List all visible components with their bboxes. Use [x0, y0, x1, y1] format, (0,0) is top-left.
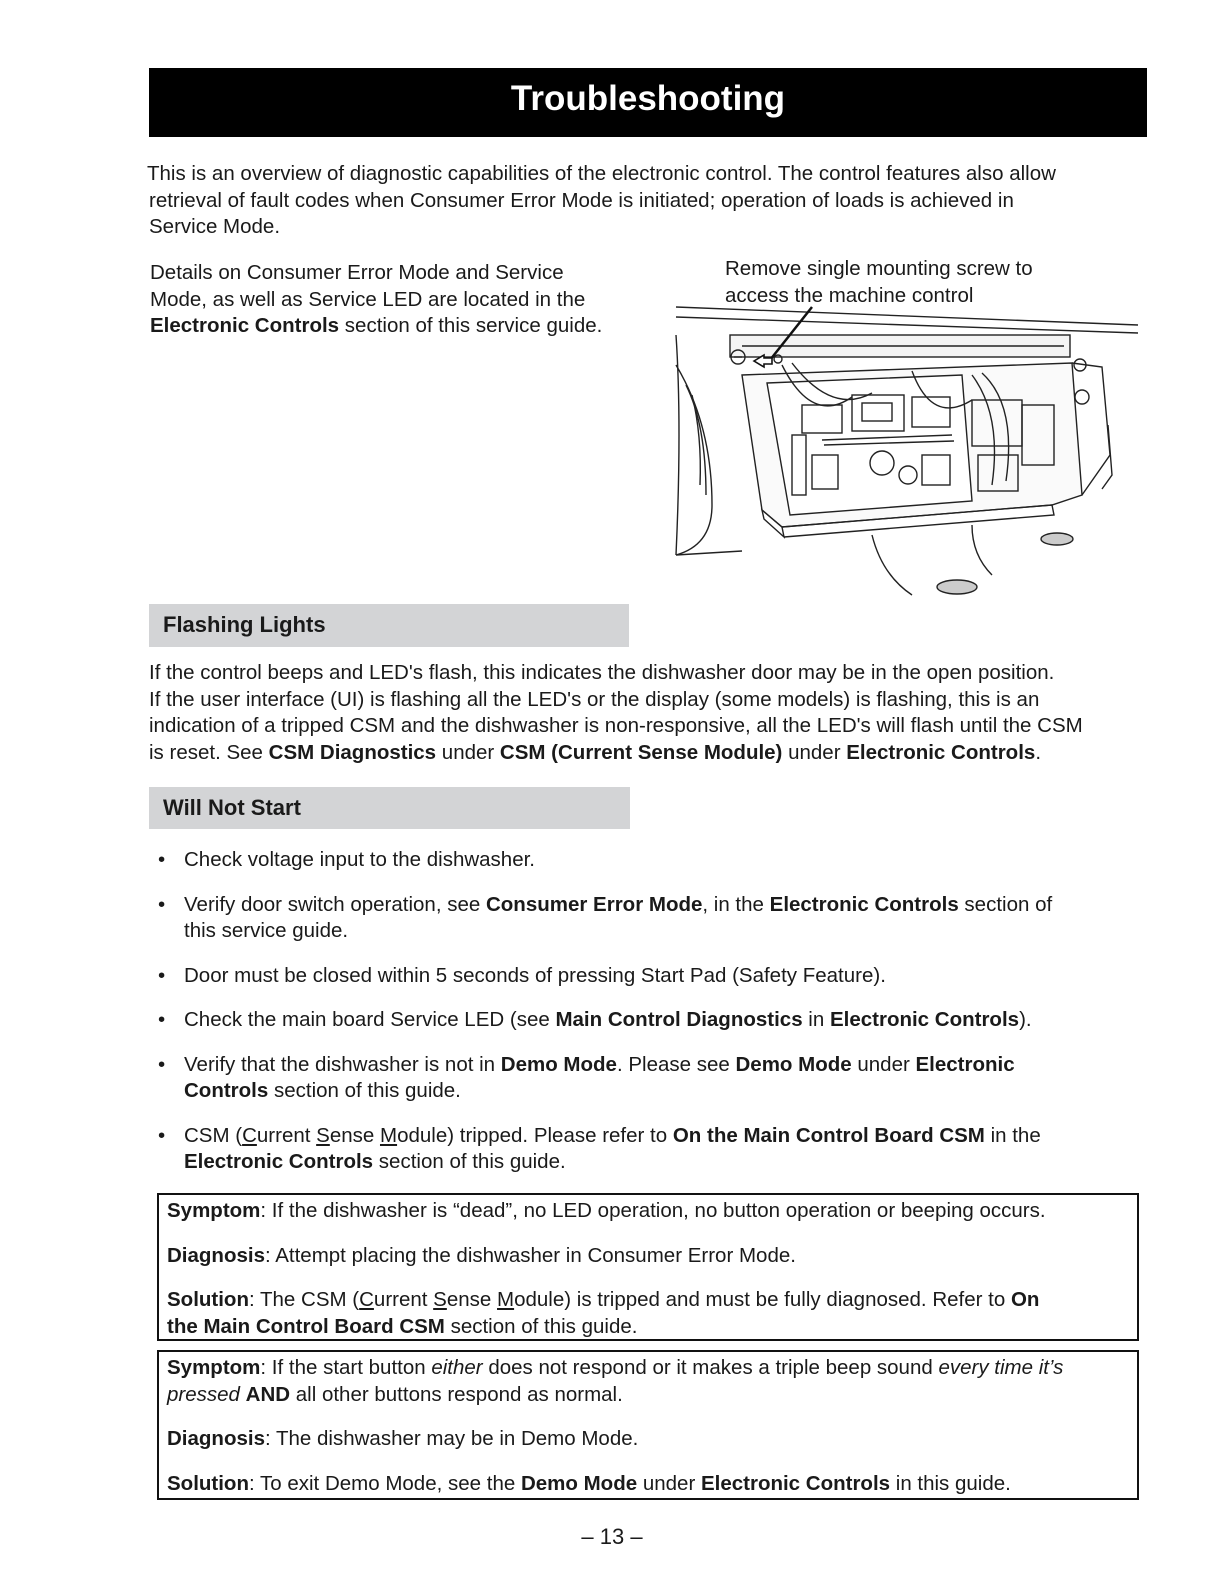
- details-rest: section of this service guide.: [339, 314, 603, 337]
- text: does not respond or it makes a triple beep sound: [482, 1356, 939, 1379]
- list-item: [149, 892, 1149, 945]
- solution-row: [167, 1471, 1129, 1498]
- text: On the Main Control Board CSM: [672, 1123, 985, 1147]
- text: under: [851, 1052, 916, 1076]
- machine-control-illustration: [672, 305, 1140, 599]
- text: under: [436, 740, 500, 764]
- page-title: Troubleshooting: [149, 68, 1147, 137]
- list-item: [149, 1052, 1149, 1105]
- details-bold: Electronic Controls: [150, 314, 340, 337]
- figure-callout: [725, 256, 1125, 309]
- details-line: Mode, as well as Service LED are located in the: [150, 287, 586, 311]
- text: Electronic: [915, 1052, 1015, 1076]
- text: either: [431, 1356, 483, 1379]
- text: in the: [984, 1123, 1041, 1147]
- text: Check voltage input to the dishwasher.: [184, 848, 535, 871]
- solution-row: [167, 1287, 1129, 1340]
- text: AND: [245, 1382, 291, 1406]
- symptom-box-demo: [157, 1350, 1139, 1500]
- text: Electronic Controls: [184, 1150, 374, 1173]
- text: section of this guide.: [268, 1079, 461, 1102]
- flashing-lights-heading: Flashing Lights: [149, 604, 629, 647]
- text: under: [637, 1471, 701, 1495]
- text: the Main Control Board CSM: [167, 1314, 445, 1338]
- list-item: [149, 1123, 1149, 1176]
- flashing-line: If the user interface (UI) is flashing all the LED's or the display (some models) is flashing, this is an: [149, 687, 1040, 711]
- link-csm-diagnostics: CSM Diagnostics: [268, 740, 437, 764]
- text: section of this guide.: [444, 1314, 638, 1338]
- text: Electronic Controls: [700, 1471, 891, 1495]
- flashing-line: If the control beeps and LED's flash, this indicates the dishwasher door may be in the open position.: [149, 661, 1055, 684]
- text: Check the main board Service LED (see: [184, 1008, 556, 1031]
- intro-line: Service Mode.: [149, 215, 281, 238]
- details-line: Details on Consumer Error Mode and Service: [150, 261, 564, 284]
- text: S: [433, 1288, 447, 1311]
- will-not-start-heading: Will Not Start: [149, 787, 630, 829]
- details-line: [150, 313, 650, 340]
- bullet-icon: •: [158, 963, 166, 987]
- intro-line: retrieval of fault codes when Consumer Error Mode is initiated; operation of loads is achieved in: [149, 188, 1014, 212]
- text: Electronic Controls: [769, 892, 959, 916]
- intro-line: This is an overview of diagnostic capabilities of the electronic control. The control features also allow: [147, 162, 1056, 185]
- text: in: [802, 1008, 830, 1031]
- text: in this guide.: [890, 1471, 1011, 1495]
- list-item: [149, 1007, 1149, 1034]
- text: ense: [329, 1123, 380, 1147]
- text: every time it’s: [938, 1356, 1064, 1379]
- text: On: [1010, 1288, 1040, 1311]
- text: urrent: [256, 1123, 317, 1147]
- text: Verify door switch operation, see: [184, 892, 486, 916]
- symptom-label: Symptom: [167, 1199, 261, 1222]
- text: Demo Mode: [500, 1052, 617, 1076]
- text: section of this guide.: [373, 1150, 566, 1173]
- text: odule) tripped. Please refer to: [397, 1123, 673, 1147]
- diagnosis-label: Diagnosis: [167, 1427, 265, 1450]
- text: .: [1035, 740, 1042, 764]
- text: Demo Mode: [520, 1471, 638, 1495]
- diagnosis-label: Diagnosis: [167, 1243, 265, 1267]
- bullet-icon: •: [158, 1123, 166, 1147]
- bullet-icon: •: [158, 1008, 166, 1031]
- details-paragraph: [150, 260, 650, 340]
- link-electronic-controls: Electronic Controls: [846, 740, 1036, 764]
- text: : The CSM (: [248, 1288, 360, 1311]
- text: ense: [446, 1288, 498, 1311]
- flashing-line: [149, 740, 1159, 767]
- text: ).: [1019, 1008, 1032, 1031]
- text: Consumer Error Mode: [485, 892, 703, 916]
- will-not-start-list: [149, 847, 1149, 1194]
- text: Demo Mode: [735, 1052, 852, 1076]
- text: Door must be closed within 5 seconds of pressing Start Pad (Safety Feature).: [184, 963, 886, 987]
- list-item: [149, 847, 1149, 874]
- text: section of: [958, 892, 1053, 916]
- text: C: [359, 1288, 374, 1311]
- text: : The dishwasher may be in Demo Mode.: [264, 1427, 639, 1450]
- text: CSM (: [184, 1123, 243, 1147]
- text: : If the start button: [260, 1356, 432, 1379]
- bullet-icon: •: [158, 848, 166, 871]
- text: S: [316, 1123, 330, 1147]
- callout-line: Remove single mounting screw to: [725, 257, 1033, 280]
- diagnosis-row: [167, 1426, 1129, 1453]
- text: : If the dishwasher is “dead”, no LED operation, no button operation or beeping occurs.: [260, 1199, 1046, 1222]
- symptom-row: [167, 1355, 1129, 1408]
- text: pressed: [167, 1382, 240, 1406]
- solution-label: Solution: [167, 1471, 249, 1495]
- text: Electronic Controls: [829, 1008, 1020, 1031]
- text: : To exit Demo Mode, see the: [248, 1471, 521, 1495]
- text: Main Control Diagnostics: [555, 1008, 803, 1031]
- text: C: [242, 1123, 257, 1147]
- intro-paragraph: [147, 161, 1147, 241]
- text: . Please see: [616, 1052, 736, 1076]
- text: , in the: [702, 892, 770, 916]
- callout-line: access the machine control: [725, 283, 974, 307]
- text: M: [497, 1288, 515, 1311]
- list-item: [149, 963, 1149, 990]
- text: urrent: [373, 1288, 434, 1311]
- bullet-icon: •: [158, 1052, 166, 1076]
- link-csm: CSM (Current Sense Module): [499, 740, 783, 764]
- flashing-lights-paragraph: [149, 660, 1159, 766]
- symptom-row: [167, 1198, 1129, 1225]
- symptom-box-dead: [157, 1193, 1139, 1341]
- flashing-line: indication of a tripped CSM and the dishwasher is non-responsive, all the LED's will flash until the CSM: [149, 714, 1083, 737]
- text: this service guide.: [184, 919, 349, 942]
- text: is reset. See: [149, 740, 269, 764]
- text: under: [782, 740, 847, 764]
- solution-label: Solution: [167, 1288, 249, 1311]
- text: Controls: [184, 1079, 269, 1102]
- text: all other buttons respond as normal.: [290, 1382, 623, 1406]
- text: odule) is tripped and must be fully diagnosed. Refer to: [514, 1288, 1011, 1311]
- bullet-icon: •: [158, 892, 166, 916]
- page-number: – 13 –: [581, 1524, 643, 1549]
- text: M: [379, 1123, 398, 1147]
- symptom-label: Symptom: [167, 1356, 261, 1379]
- text: Verify that the dishwasher is not in: [184, 1052, 501, 1076]
- diagnosis-row: [167, 1243, 1129, 1270]
- text: : Attempt placing the dishwasher in Consumer Error Mode.: [264, 1243, 796, 1267]
